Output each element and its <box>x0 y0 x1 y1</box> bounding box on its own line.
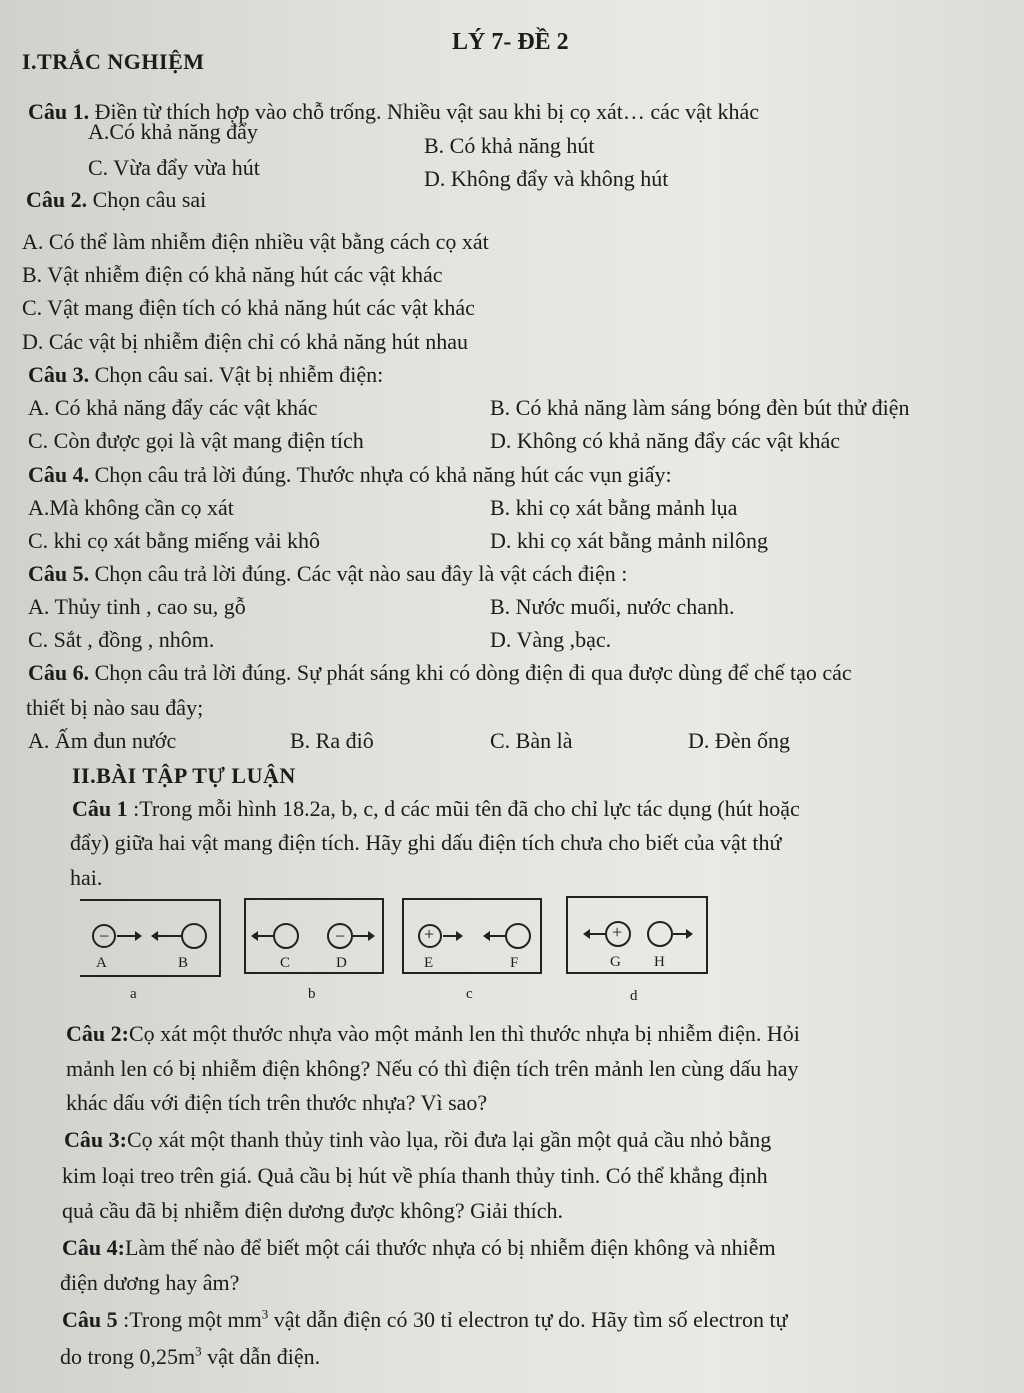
question-1: Câu 1. Điền từ thích hợp vào chỗ trống. Nhiều vật sau khi bị cọ xát… các vật khác <box>28 99 760 124</box>
q4-option-b: B. khi cọ xát bằng mảnh lụa <box>490 495 738 520</box>
q3-option-d: D. Không có khả năng đẩy các vật khác <box>490 428 841 453</box>
label-a-right: B <box>178 955 189 971</box>
q1-option-d: D. Không đẩy và không hút <box>424 166 669 191</box>
essay-3-line-2: kim loại treo trên giá. Quả cầu bị hút về phía thanh thủy tinh. Có thể khẳng định <box>62 1163 768 1188</box>
figure-d <box>566 894 710 978</box>
essay-2-line-3: khác dấu với điện tích trên thước nhựa? Vì sao? <box>66 1090 488 1115</box>
q5-option-d: D. Vàng ,bạc. <box>490 627 612 652</box>
label-a-left: A <box>96 955 107 971</box>
section-2-heading: II.BÀI TẬP TỰ LUẬN <box>72 763 296 788</box>
q5-option-c: C. Sắt , đồng , nhôm. <box>28 627 215 652</box>
caption-c: c <box>466 986 473 1002</box>
caption-d: d <box>630 988 638 1004</box>
q6-option-d: D. Đèn ống <box>688 728 791 753</box>
question-5: Câu 5. Chọn câu trả lời đúng. Các vật nào sau đây là vật cách điện : <box>28 561 628 586</box>
question-3: Câu 3. Chọn câu sai. Vật bị nhiễm điện: <box>28 362 384 387</box>
question-4: Câu 4. Chọn câu trả lời đúng. Thước nhựa có khả năng hút các vụn giấy: <box>28 462 672 487</box>
q1-option-a: A.Có khả năng đẩy <box>88 119 258 144</box>
essay-2-line-2: mảnh len có bị nhiễm điện không? Nếu có thì điện tích trên mảnh len cùng dấu hay <box>66 1056 799 1081</box>
question-6: Câu 6. Chọn câu trả lời đúng. Sự phát sáng khi có dòng điện đi qua được dùng để chế tạo các <box>28 660 852 685</box>
q2-option-d: D. Các vật bị nhiễm điện chỉ có khả năng hút nhau <box>22 329 468 354</box>
q4-option-c: C. khi cọ xát bằng miếng vải khô <box>28 528 321 553</box>
label-d-left: G <box>610 954 621 970</box>
label-b-left: C <box>280 955 291 971</box>
charge-sign-d: + <box>612 922 623 942</box>
q2-option-a: A. Có thể làm nhiễm điện nhiều vật bằng cách cọ xát <box>22 229 489 254</box>
q3-option-c: C. Còn được gọi là vật mang điện tích <box>28 428 364 453</box>
essay-3-line-1: Câu 3:Cọ xát một thanh thủy tinh vào lụa, rồi đưa lại gần một quả cầu nhỏ bằng <box>64 1127 772 1152</box>
section-1-heading: I.TRẮC NGHIỆM <box>22 49 205 74</box>
q4-option-d: D. khi cọ xát bằng mảnh nilông <box>490 528 769 553</box>
label-c-left: E <box>424 955 434 971</box>
essay-1-line-2: đẩy) giữa hai vật mang điện tích. Hãy ghi dấu điện tích chưa cho biết của vật thứ <box>70 830 782 855</box>
essay-2-line-1: Câu 2:Cọ xát một thước nhựa vào một mảnh len thì thước nhựa bị nhiễm điện. Hỏi <box>66 1021 800 1046</box>
label-c-right: F <box>510 955 519 971</box>
charge-sign-c: + <box>424 924 435 944</box>
q5-option-a: A. Thủy tinh , cao su, gỗ <box>28 594 246 619</box>
exam-title: LÝ 7- ĐỀ 2 <box>452 29 569 55</box>
q2-option-c: C. Vật mang điện tích có khả năng hút các vật khác <box>22 295 475 320</box>
figure-c <box>402 896 544 980</box>
figure-b <box>244 896 386 980</box>
q1-option-c: C. Vừa đẩy vừa hút <box>88 155 260 180</box>
essay-1-line-3: hai. <box>70 865 103 890</box>
question-6-cont: thiết bị nào sau đây; <box>26 695 204 720</box>
caption-b: b <box>308 986 316 1002</box>
q3-option-a: A. Có khả năng đẩy các vật khác <box>28 395 318 420</box>
q1-option-b: B. Có khả năng hút <box>424 133 595 158</box>
q2-option-b: B. Vật nhiễm điện có khả năng hút các vật khác <box>22 262 443 287</box>
essay-3-line-3: quả cầu đã bị nhiễm điện dương được không? Giải thích. <box>62 1198 564 1223</box>
charge-sign-b: − <box>335 926 346 946</box>
essay-1-line-1: Câu 1 :Trong mỗi hình 18.2a, b, c, d các mũi tên đã cho chỉ lực tác dụng (hút hoặc <box>72 796 800 821</box>
q5-option-b: B. Nước muối, nước chanh. <box>490 594 735 619</box>
question-2: Câu 2. Chọn câu sai <box>26 187 207 212</box>
charge-sign-a: − <box>99 926 110 946</box>
q6-option-c: C. Bàn là <box>490 728 573 753</box>
figure-a <box>80 896 222 980</box>
label-b-right: D <box>336 955 347 971</box>
q3-option-b: B. Có khả năng làm sáng bóng đèn bút thử điện <box>490 395 910 420</box>
q6-option-a: A. Ấm đun nước <box>28 728 177 753</box>
essay-5-line-1: Câu 5 :Trong một $mm^3$ vật dẫn điện có 30 tỉ electron tự do. Hãy tìm số electron tự <box>62 1306 788 1332</box>
q4-option-a: A.Mà không cần cọ xát <box>28 495 234 520</box>
caption-a: a <box>130 986 137 1002</box>
essay-5-line-2: do trong $0,25m^3$ vật dẫn điện. <box>60 1343 321 1369</box>
essay-4-line-2: điện dương hay âm? <box>60 1270 240 1295</box>
q6-option-b: B. Ra điô <box>290 728 374 753</box>
essay-4-line-1: Câu 4:Làm thế nào để biết một cái thước nhựa có bị nhiễm điện không và nhiễm <box>62 1235 776 1260</box>
label-d-right: H <box>654 954 665 970</box>
